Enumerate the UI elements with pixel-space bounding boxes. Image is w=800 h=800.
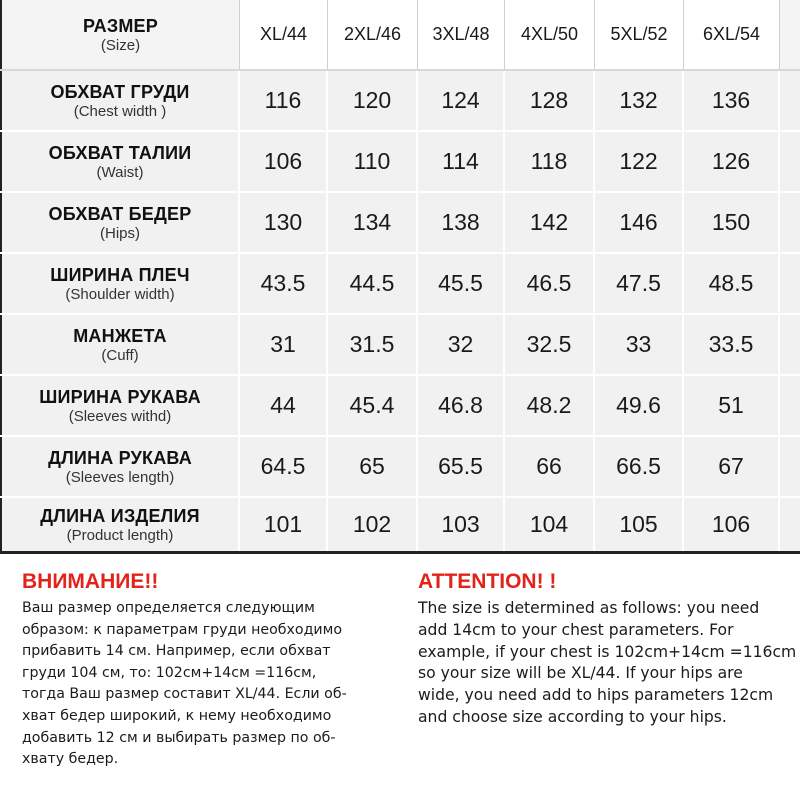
table-cell: 65.5 xyxy=(418,437,505,496)
row-label-ru: ШИРИНА ПЛЕЧ xyxy=(50,264,190,285)
row-label xyxy=(0,71,240,130)
table-cell: 32 xyxy=(418,315,505,374)
notice-en-line: wide, you need add to hips parameters 12cm xyxy=(418,686,774,705)
table-cell: 31 xyxy=(240,315,328,374)
notice-ru-line: тогда Ваш размер составит XL/44. Если об- xyxy=(22,686,347,703)
row-label xyxy=(0,132,240,191)
table-cell: 104 xyxy=(505,498,595,551)
table-cell: 118 xyxy=(505,132,595,191)
header-label-en: (Size) xyxy=(100,36,141,54)
table-cell: 46.5 xyxy=(505,254,595,313)
table-row xyxy=(0,437,800,498)
row-label-ru: ОБХВАТ БЕДЕР xyxy=(48,203,192,224)
row-label-ru: ДЛИНА ИЗДЕЛИЯ xyxy=(40,505,200,526)
row-label-en: (Hips) xyxy=(100,224,140,242)
table-cell: 106 xyxy=(684,498,780,551)
notice-russian xyxy=(22,568,407,771)
table-cell: 33 xyxy=(595,315,684,374)
table-cell: 116 xyxy=(240,71,328,130)
table-cell: 44 xyxy=(240,376,328,435)
table-cell: 48.2 xyxy=(505,376,595,435)
header-label-ru: РАЗМЕР xyxy=(83,15,158,36)
notice-en-line: The size is determined as follows: you need xyxy=(418,599,760,617)
size-header-cell: 4XL/50 xyxy=(505,0,595,69)
notice-en-line: example, if your chest is 102cm+14cm =116cm xyxy=(418,642,797,661)
table-cell: 33.5 xyxy=(684,315,780,374)
table-cell: 102 xyxy=(328,498,418,551)
table-row xyxy=(0,254,800,315)
size-header-cell: 5XL/52 xyxy=(595,0,684,69)
row-label-en: (Cuff) xyxy=(101,346,139,364)
table-cell: 126 xyxy=(684,132,780,191)
table-cell: 45.4 xyxy=(328,376,418,435)
table-cell: 132 xyxy=(595,71,684,130)
row-label-en: (Chest width ) xyxy=(73,102,167,120)
table-cell: 101 xyxy=(240,498,328,551)
table-cell: 138 xyxy=(418,193,505,252)
table-header-row xyxy=(0,0,800,71)
row-label-en: (Sleeves length) xyxy=(65,468,175,486)
notice-ru-line: образом: к параметрам груди необходимо xyxy=(22,621,343,638)
table-row xyxy=(0,132,800,193)
row-label xyxy=(0,254,240,313)
table-cell: 66 xyxy=(505,437,595,496)
table-cell: 114 xyxy=(418,132,505,191)
notice-english xyxy=(418,568,798,729)
notice-ru-line: груди 104 см, то: 102cм+14cм =116cм, xyxy=(22,664,317,681)
table-cell: 31.5 xyxy=(328,315,418,374)
notice-ru-line: хват бедер широкий, к нему необходимо xyxy=(22,707,332,724)
row-label-ru: МАНЖЕТА xyxy=(73,325,167,346)
notice-en-text xyxy=(418,598,798,729)
table-cell: 130 xyxy=(240,193,328,252)
table-cell: 142 xyxy=(505,193,595,252)
table-cell: 103 xyxy=(418,498,505,551)
table-cell: 65 xyxy=(328,437,418,496)
table-cell: 134 xyxy=(328,193,418,252)
table-cell: 43.5 xyxy=(240,254,328,313)
size-header-cell: 2XL/46 xyxy=(328,0,418,69)
notice-ru-text xyxy=(22,598,407,771)
table-cell: 106 xyxy=(240,132,328,191)
notice-en-line: add 14cm to your chest parameters. For xyxy=(418,620,734,639)
table-cell: 46.8 xyxy=(418,376,505,435)
table-cell: 110 xyxy=(328,132,418,191)
size-header-label xyxy=(0,0,240,69)
notice-ru-line: прибавить 14 см. Например, если обхват xyxy=(22,643,331,660)
table-cell: 136 xyxy=(684,71,780,130)
size-header-cell: 6XL/54 xyxy=(684,0,780,69)
table-row xyxy=(0,71,800,132)
table-cell: 45.5 xyxy=(418,254,505,313)
row-label xyxy=(0,193,240,252)
table-cell: 49.6 xyxy=(595,376,684,435)
row-label-ru: ОБХВАТ ТАЛИИ xyxy=(48,142,192,163)
row-label-en: (Product length) xyxy=(66,526,174,544)
row-label-ru: ДЛИНА РУКАВА xyxy=(48,447,192,468)
table-row xyxy=(0,193,800,254)
notice-ru-line: добавить 12 см и выбирать размер по об- xyxy=(22,729,336,746)
notice-ru-line: Ваш размер определяется следующим xyxy=(22,600,315,616)
table-cell: 67 xyxy=(684,437,780,496)
row-label xyxy=(0,437,240,496)
table-cell: 44.5 xyxy=(328,254,418,313)
table-cell: 64.5 xyxy=(240,437,328,496)
row-label xyxy=(0,376,240,435)
table-body xyxy=(0,71,800,554)
table-cell: 150 xyxy=(684,193,780,252)
notice-en-title: ATTENTION! ! xyxy=(418,570,557,593)
table-cell: 48.5 xyxy=(684,254,780,313)
table-cell: 66.5 xyxy=(595,437,684,496)
size-header-cell: 3XL/48 xyxy=(418,0,505,69)
table-cell: 124 xyxy=(418,71,505,130)
table-cell: 128 xyxy=(505,71,595,130)
notice-en-line: so your size will be XL/44. If your hips are xyxy=(418,664,743,683)
table-cell: 47.5 xyxy=(595,254,684,313)
table-cell: 122 xyxy=(595,132,684,191)
row-label-en: (Waist) xyxy=(96,163,144,181)
table-row xyxy=(0,315,800,376)
row-label-en: (Sleeves withd) xyxy=(68,407,172,425)
row-label xyxy=(0,315,240,374)
table-cell: 51 xyxy=(684,376,780,435)
table-cell: 105 xyxy=(595,498,684,551)
table-cell: 120 xyxy=(328,71,418,130)
table-row xyxy=(0,498,800,554)
notice-ru-title: ВНИМАНИЕ!! xyxy=(22,570,159,593)
table-cell: 146 xyxy=(595,193,684,252)
table-cell: 32.5 xyxy=(505,315,595,374)
row-label-en: (Shoulder width) xyxy=(65,285,175,303)
row-label xyxy=(0,498,240,551)
notice-en-line: and choose size according to your hips. xyxy=(418,707,727,726)
row-label-ru: ОБХВАТ ГРУДИ xyxy=(50,81,190,102)
notice-ru-line: хвату бедер. xyxy=(22,751,119,768)
size-header-cell: XL/44 xyxy=(240,0,328,69)
row-label-ru: ШИРИНА РУКАВА xyxy=(39,386,201,407)
table-row xyxy=(0,376,800,437)
